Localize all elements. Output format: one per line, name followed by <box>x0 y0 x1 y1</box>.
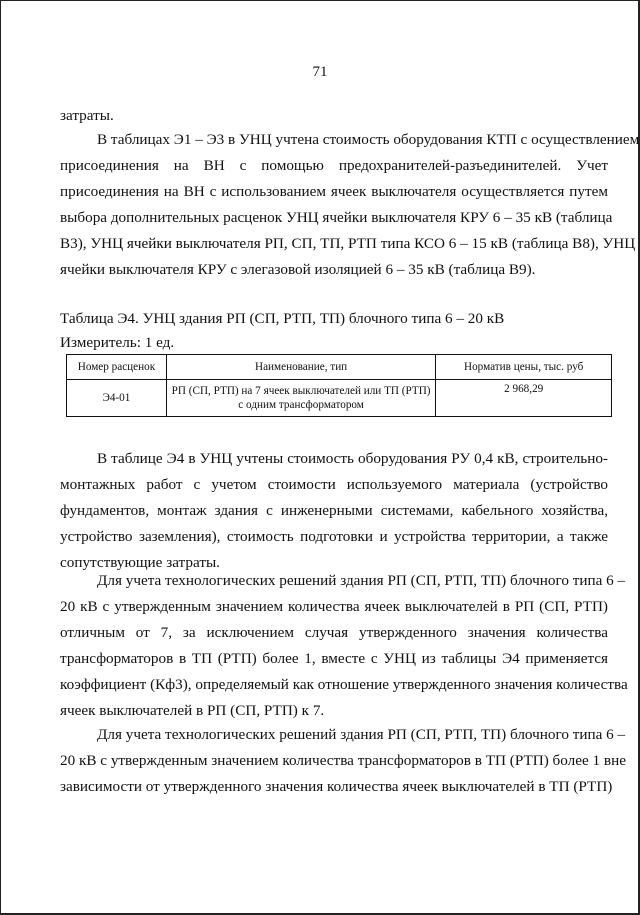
column-header: Наименование, тип <box>166 355 435 380</box>
text-line: фундаментов, монтаж здания с инженерными системами, кабельного хозяйства, <box>60 502 608 519</box>
text-line: трансформаторов в ТП (РТП) более 1, вместе с УНЦ из таблицы Э4 применяется <box>60 650 608 667</box>
text-line: присоединения на ВН с использованием ячеек выключателя осуществляется путем <box>60 183 608 200</box>
text-line: отличным от 7, за исключением случая утвержденного значения количества <box>60 624 608 641</box>
paragraph-5 <box>60 722 626 800</box>
text-line: выбора дополнительных расценок УНЦ ячейки выключателя КРУ 6 – 35 кВ (таблица <box>60 209 613 226</box>
text-line: устройство заземления), стоимость подготовки и устройства территории, а также <box>60 528 608 545</box>
text-line: присоединения на ВН с помощью предохранителей-разъединителей. Учет <box>60 157 608 174</box>
column-header: Номер расценок <box>67 355 167 380</box>
paragraph-3 <box>60 446 608 576</box>
text-line: коэффициент (Кф3), определяемый как отношение утвержденного значения количества <box>60 676 628 693</box>
text-line: ячейки выключателя КРУ с элегазовой изоляцией 6 – 35 кВ (таблица В9). <box>60 261 536 278</box>
table-cell: 2 968,29 <box>436 380 612 417</box>
paragraph-4 <box>60 568 628 724</box>
table-cell: РП (СП, РТП) на 7 ячеек выключателей или ТП (РТП) с одним трансформатором <box>166 380 435 417</box>
price-table <box>66 354 612 417</box>
paragraph-2 <box>60 127 640 283</box>
text-line: Для учета технологических решений здания РП (СП, РТП, ТП) блочного типа 6 – <box>97 726 626 743</box>
text-line: зависимости от утвержденного значения количества ячеек выключателей в ТП (РТП) <box>60 778 613 795</box>
text-line: Для учета технологических решений здания РП (СП, РТП, ТП) блочного типа 6 – <box>97 572 626 589</box>
text-line: затраты. <box>60 107 114 124</box>
page-number: 71 <box>312 64 328 80</box>
table-title: Таблица Э4. УНЦ здания РП (СП, РТП, ТП) блочного типа 6 – 20 кВ <box>60 310 505 327</box>
text-line: В таблице Э4 в УНЦ учтены стоимость оборудования РУ 0,4 кВ, строительно- <box>97 450 608 467</box>
table-unit: Измеритель: 1 ед. <box>60 334 175 351</box>
text-line: сопутствующие затраты. <box>60 554 220 571</box>
text-line: 20 кВ с утвержденным значением количества ячеек выключателей в РП (СП, РТП) <box>60 598 608 615</box>
text-line: ячеек выключателей в РП (СП, РТП) к 7. <box>60 702 325 719</box>
text-line: 20 кВ с утвержденным значением количества трансформаторов в ТП (РТП) более 1 вне <box>60 752 626 769</box>
text-line: В таблицах Э1 – Э3 в УНЦ учтена стоимость оборудования КТП с осуществлением <box>97 131 640 148</box>
table-header-row <box>67 355 612 380</box>
table-cell: Э4-01 <box>67 380 167 417</box>
column-header: Норматив цены, тыс. руб <box>436 355 612 380</box>
text-line: монтажных работ с учетом стоимости используемого материала (устройство <box>60 476 608 493</box>
text-line: В3), УНЦ ячейки выключателя РП, СП, ТП, РТП типа КСО 6 – 15 кВ (таблица В8), УНЦ <box>60 235 636 252</box>
table-row <box>67 380 612 417</box>
paragraph-1 <box>60 103 608 129</box>
